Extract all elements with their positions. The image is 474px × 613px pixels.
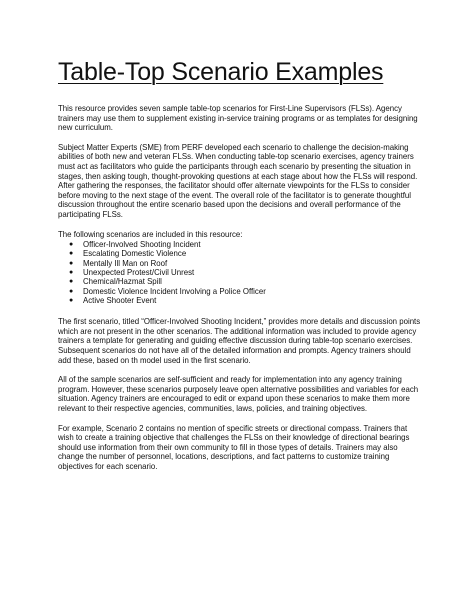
list-item [58, 268, 424, 277]
bullet-icon: ● [69, 296, 74, 304]
intro-paragraph: This resource provides seven sample table-top scenarios for First-Line Supervisors (FLSs). Agency trainers may use them to supplement existing in-service training programs or as templates for designing new curriculum. [58, 104, 418, 133]
scenario-list [58, 240, 424, 305]
page-title: Table-Top Scenario Examples [58, 58, 384, 86]
self-sufficient-paragraph: All of the sample scenarios are self-sufficient and ready for implementation into any agency training program. However, these scenarios purposely leave open alternative possibilities and variables for each situation. Agency trainers are encouraged to edit or expand upon these scenarios to make them more relevant to their respective agencies, communities, laws, policies, and training objectives. [58, 375, 419, 413]
list-item-label: Active Shooter Event [83, 295, 157, 305]
list-item-label: Escalating Domestic Violence [83, 249, 187, 259]
list-item-label: Domestic Violence Incident Involving a Police Officer [83, 286, 266, 296]
list-item-label: Unexpected Protest/Civil Unrest [83, 268, 195, 278]
list-item-label: Chemical/Hazmat Spill [83, 277, 162, 287]
document-body [58, 104, 424, 482]
first-scenario-paragraph: The first scenario, titled “Officer-Involved Shooting Incident,” provides more details and discussion points which are not present in the other scenarios. The additional information was included to provide agency trainers a template for generating and guiding effective discussion during table-top scenario exercises. Subsequent scenarios do not have all of the detailed information and prompts. Agency trainers should add these, based on th model used in the first scenario. [58, 317, 421, 365]
list-item [58, 277, 424, 286]
list-item [58, 249, 424, 258]
example-paragraph: For example, Scenario 2 contains no mention of specific streets or directional compass. Trainers that wish to create a training objective that challenges the FLSs on their knowledge of directional bearings should use information from their own community to fill in those types of details. Trainers may also change the number of personnel, locations, descriptions, and fact patterns to customize training objectives for each scenario. [58, 423, 410, 471]
bullet-icon: ● [69, 287, 74, 295]
bullet-icon: ● [69, 250, 74, 258]
list-intro: The following scenarios are included in this resource: [58, 229, 243, 239]
bullet-icon: ● [69, 278, 74, 286]
bullet-icon: ● [69, 241, 74, 249]
list-item-label: Mentally Ill Man on Roof [83, 258, 168, 268]
list-item [58, 296, 424, 305]
list-item [58, 287, 424, 296]
bullet-icon: ● [69, 269, 74, 277]
list-item-label: Officer-Involved Shooting Incident [83, 240, 201, 250]
list-item [58, 240, 424, 249]
bullet-icon: ● [69, 259, 74, 267]
sme-paragraph: Subject Matter Experts (SME) from PERF developed each scenario to challenge the decision-making abilities of both new and veteran FLSs. When conducting table-top scenario exercises, agency trainers must act as facilitators who guide the participants through each scenario by presenting the situation in stages, then asking tough, thought-provoking questions at each stage about how the FLSs will respond. After gathering the responses, the facilitator should offer alternate viewpoints for the FLSs to consider before moving to the next stage of the event. The overall role of the facilitator is to generate thoughtful discussion throughout the entire scenario based upon the decisions and overall performance of the participating FLSs. [58, 142, 418, 219]
list-item [58, 259, 424, 268]
